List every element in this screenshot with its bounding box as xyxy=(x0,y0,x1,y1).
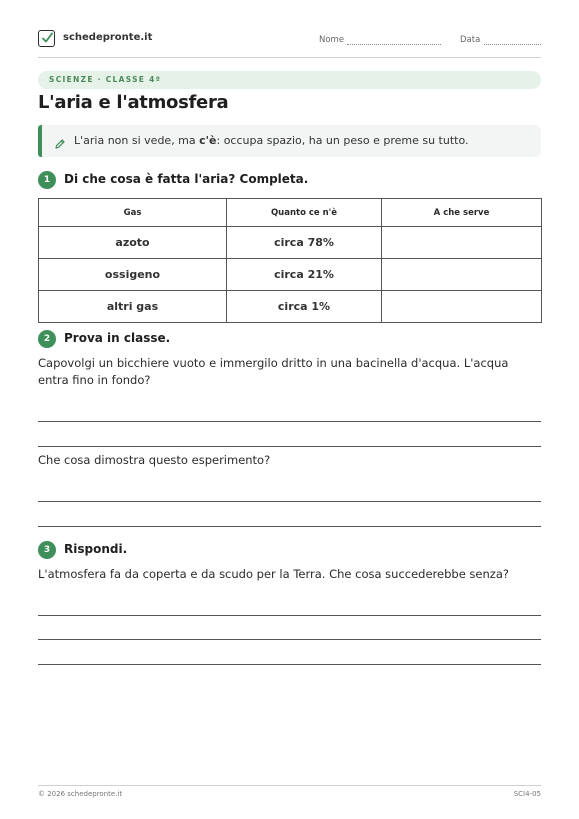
answer-cell[interactable] xyxy=(382,259,542,291)
answer-line[interactable] xyxy=(38,446,541,447)
amount-cell: circa 1% xyxy=(227,291,382,323)
column-header: A che serve xyxy=(382,199,542,227)
subject-tag xyxy=(38,71,541,89)
section-title: Rispondi. xyxy=(64,542,128,556)
table-row xyxy=(39,259,542,291)
answer-cell[interactable] xyxy=(382,227,542,259)
gas-cell: altri gas xyxy=(39,291,227,323)
footer-code: SCI4-05 xyxy=(513,790,541,798)
column-header: Gas xyxy=(39,199,227,227)
experiment-question: Che cosa dimostra questo esperimento? xyxy=(38,453,271,467)
pencil-icon xyxy=(54,135,66,154)
note-text: L'aria non si vede, ma c'è: occupa spazio, ha un peso e preme su tutto. xyxy=(74,134,469,147)
subject-tag-label: SCIENZE · CLASSE 4ª xyxy=(49,75,162,84)
answer-line[interactable] xyxy=(38,639,541,640)
answer-line[interactable] xyxy=(38,615,541,616)
brand-name: schedepronte.it xyxy=(63,32,153,43)
name-label: Nome xyxy=(319,35,345,45)
section-number: 2 xyxy=(38,330,56,348)
experiment-instruction: Capovolgi un bicchiere vuoto e immergilo dritto in una bacinella d'acqua. L'acqua entra fino in fondo? xyxy=(38,356,509,387)
section-number: 1 xyxy=(38,171,56,189)
answer-line[interactable] xyxy=(38,501,541,502)
footer-divider xyxy=(38,785,541,786)
date-label: Data xyxy=(460,35,481,45)
name-field[interactable] xyxy=(347,44,441,45)
table-row xyxy=(39,291,542,323)
worksheet-page xyxy=(38,0,541,819)
table-header-row xyxy=(39,199,542,227)
section-title: Di che cosa è fatta l'aria? Completa. xyxy=(64,172,309,186)
amount-cell: circa 21% xyxy=(227,259,382,291)
section-number: 3 xyxy=(38,541,56,559)
answer-cell[interactable] xyxy=(382,291,542,323)
answer-line[interactable] xyxy=(38,664,541,665)
table-row xyxy=(39,227,542,259)
gas-table xyxy=(38,198,542,323)
page-header xyxy=(38,30,541,50)
date-field[interactable] xyxy=(484,44,541,45)
gas-cell: ossigeno xyxy=(39,259,227,291)
footer-copyright: © 2026 schedepronte.it xyxy=(38,790,123,798)
gas-cell: azoto xyxy=(39,227,227,259)
amount-cell: circa 78% xyxy=(227,227,382,259)
header-divider xyxy=(38,57,541,58)
note-accent-bar xyxy=(38,125,42,157)
answer-line[interactable] xyxy=(38,421,541,422)
answer-line[interactable] xyxy=(38,526,541,527)
intro-note xyxy=(38,125,541,157)
checkmark-logo-icon xyxy=(38,30,55,47)
column-header: Quanto ce n'è xyxy=(227,199,382,227)
section-title: Prova in classe. xyxy=(64,331,171,345)
atmosphere-question: L'atmosfera fa da coperta e da scudo per la Terra. Che cosa succederebbe senza? xyxy=(38,567,509,581)
page-title: L'aria e l'atmosfera xyxy=(38,92,229,113)
